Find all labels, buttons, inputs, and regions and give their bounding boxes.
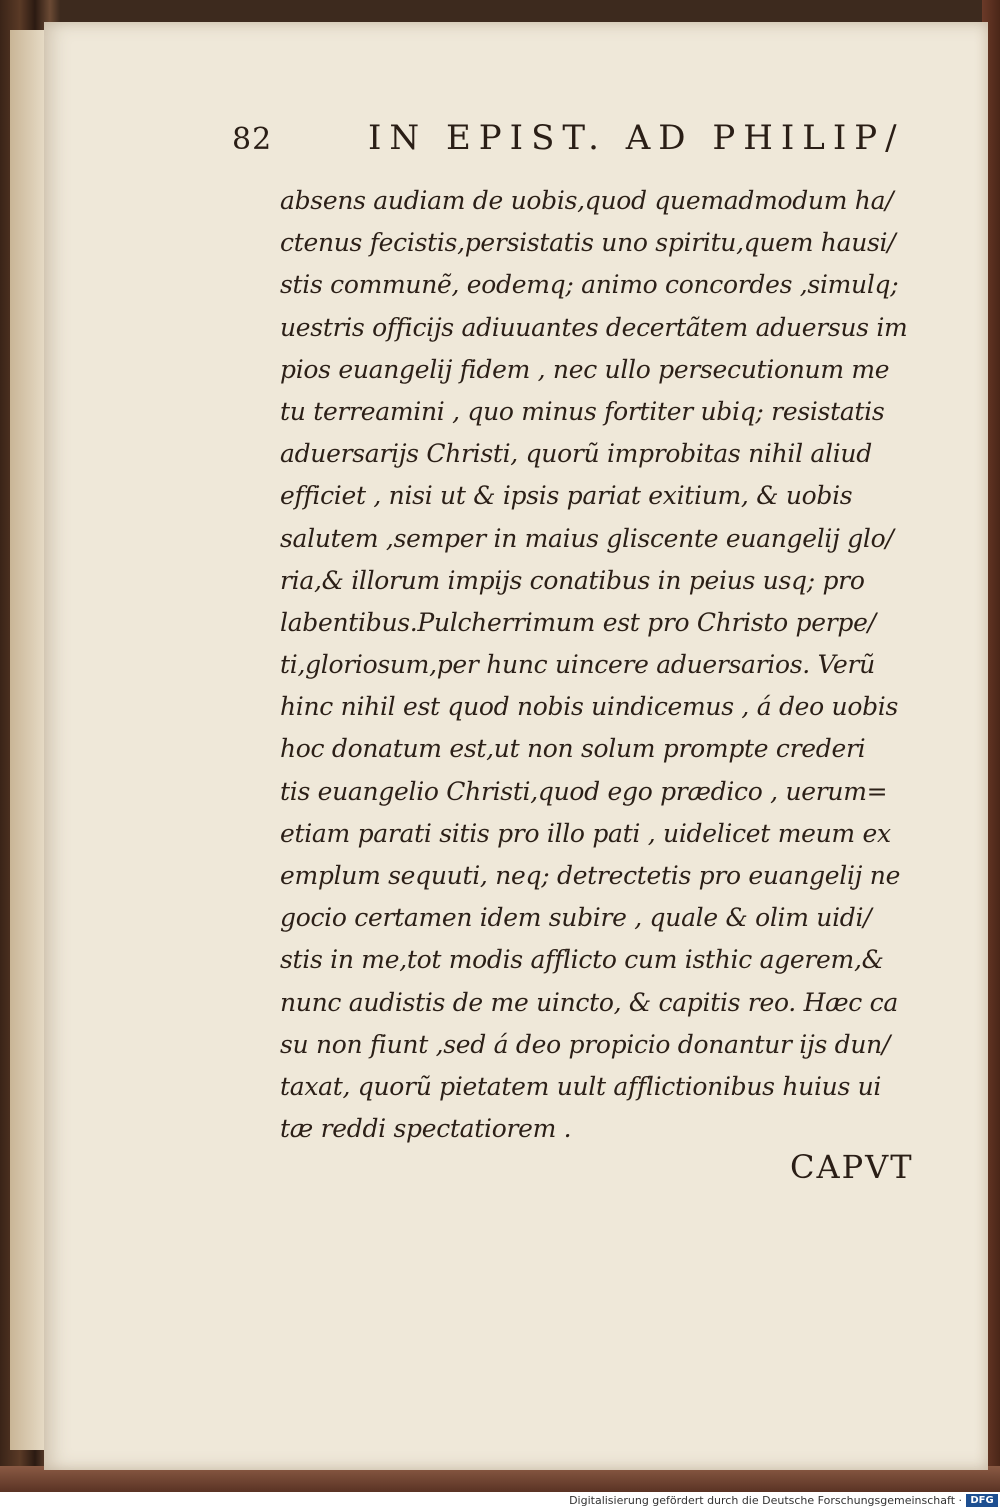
text-line: gocio certamen idem subire , quale & olim uidi/ (280, 903, 872, 933)
body-text (280, 180, 920, 1150)
text-line: stis in me,tot modis afflicto cum isthic agerem,& (280, 945, 884, 975)
text-line: nunc audistis de me uincto, & capitis reo. Hæc ca (280, 987, 898, 1017)
text-line: absens audiam de uobis,quod quemadmodum ha/ (280, 186, 894, 215)
text-line: hoc donatum est,ut non solum prompte crederi (280, 734, 866, 764)
text-line: ctenus fecistis,persistatis uno spiritu,quem hausi/ (280, 228, 896, 258)
text-line: labentibus.Pulcherrimum est pro Christo perpe/ (280, 607, 876, 637)
text-line: etiam parati sitis pro illo pati , uidelicet meum ex (280, 818, 891, 848)
text-line: pios euangelij fidem , nec ullo persecutionum me (280, 354, 890, 384)
footer-bar (0, 1492, 1000, 1508)
text-line: hinc nihil est quod nobis uindicemus , á deo uobis (280, 692, 899, 722)
text-line: aduersarijs Christi, quorũ improbitas nihil aliud (280, 439, 872, 469)
text-line: efficiet , nisi ut & ipsis pariat exitium, & uobis (280, 481, 853, 511)
previous-page-edge (10, 30, 46, 1450)
text-line: salutem ,semper in maius gliscente euangelij glo/ (280, 523, 894, 553)
text-line: su non fiunt ,sed á deo propicio donantur ijs dun/ (280, 1029, 891, 1059)
catchword: CAPVT (790, 1148, 914, 1186)
text-line: uestris officijs adiuuantes decertãtem aduersus im (280, 312, 908, 342)
text-line: tu terreamini , quo minus fortiter ubiq; resistatis (280, 396, 885, 426)
text-line: ti,gloriosum,per hunc uincere aduersarios. Verũ (280, 650, 875, 680)
running-head: IN EPIST. AD PHILIP/ (368, 118, 905, 158)
text-line: emplum sequuti, neq; detrectetis pro euangelij ne (280, 861, 901, 890)
text-line: stis communẽ, eodemq; animo concordes ,simulq; (280, 270, 899, 300)
page-number: 82 (232, 122, 273, 157)
text-line: tis euangelio Christi,quod ego prædico , uerum= (280, 776, 888, 806)
digitization-credit: Digitalisierung gefördert durch die Deutsche Forschungsgemeinschaft · (569, 1494, 962, 1507)
page-header (232, 118, 912, 168)
text-line: taxat, quorũ pietatem uult afflictionibus huius ui (280, 1071, 882, 1101)
text-line: ria,& illorum impijs conatibus in peius usq; pro (280, 565, 865, 595)
text-line: tæ reddi spectatiorem . (280, 1114, 572, 1144)
dfg-logo: DFG (966, 1494, 998, 1507)
